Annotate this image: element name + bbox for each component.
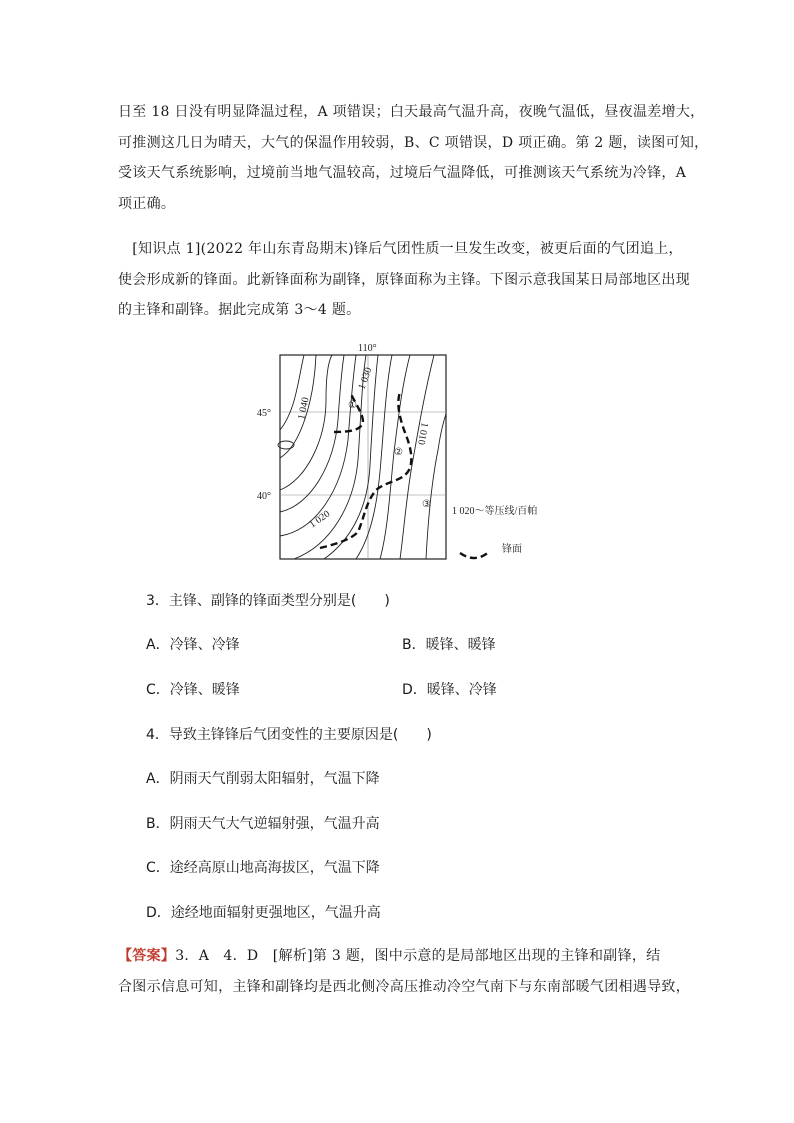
isobar-line <box>400 355 434 559</box>
legend-isobar: 1 020～等压线/百帕 <box>452 506 538 517</box>
secondary-front <box>320 392 411 548</box>
question-3-option-c: C．冷锋、暖锋 <box>146 682 240 698</box>
text-line: 受该天气系统影响，过境前当地气温较高，过境后气温降低，可推测该天气系统为冷锋，A <box>118 165 687 181</box>
text-line: 项正确。 <box>118 195 176 212</box>
text-line: 的主锋和副锋。据此完成第 3～4 题。 <box>118 302 361 318</box>
marker-2: ② <box>394 447 403 458</box>
isobar-map-figure <box>257 340 606 560</box>
legend-front-swatch <box>460 551 490 558</box>
marker-1: ① <box>348 400 357 411</box>
question-3-option-d: D．暖锋、冷锋 <box>402 682 497 698</box>
legend-front: 锋面 <box>502 544 522 555</box>
latitude-label-40: 40° <box>257 491 271 502</box>
question-3-stem: 3．主锋、副锋的锋面类型分别是( ) <box>146 593 390 609</box>
isobar-label-1030: 1 030 <box>356 366 375 392</box>
isobar-label-1010: 1 010 <box>415 421 430 446</box>
isobar-line <box>426 414 446 559</box>
isobar-line <box>280 355 332 490</box>
answer-line: 合图示信息可知，主锋和副锋均是西北侧冷高压推动冷空气南下与东南部暖气团相遇导致， <box>118 978 690 995</box>
question-4-option-d: D．途经地面辐射更强地区，气温升高 <box>146 905 381 921</box>
answer-paragraph <box>118 941 690 1002</box>
question-4-stem: 4．导致主锋锋后气团变性的主要原因是( ) <box>146 727 432 743</box>
marker-3: ③ <box>422 499 431 510</box>
answer-text: 3．A 4．D [解析]第 3 题，图中示意的是局部地区出现的主锋和副锋，结 <box>175 948 661 964</box>
text-line: 使会形成新的锋面。此新锋面称为副锋，原锋面称为主锋。下图示意我国某日局部地区出现 <box>118 271 690 288</box>
question-3-option-b: B．暖锋、暖锋 <box>402 637 496 653</box>
knowledge-paragraph <box>118 234 690 326</box>
text-line: [知识点 1](2022 年山东青岛期末)锋后气团性质一旦发生改变，被更后面的气团追上， <box>118 241 683 257</box>
question-3-option-a: A．冷锋、冷锋 <box>146 637 240 653</box>
intro-paragraph <box>118 97 709 219</box>
answer-line <box>118 941 684 972</box>
question-4-option-a: A．阴雨天气削弱太阳辐射，气温下降 <box>146 771 380 787</box>
longitude-label: 110° <box>358 343 377 354</box>
isobar-label-1020: 1 020 <box>307 508 333 531</box>
text-line: 日至 18 日没有明显降温过程，A 项错误；白天最高气温升高，夜晚气温低，昼夜温差增大， <box>118 104 705 120</box>
fronts <box>320 392 411 548</box>
answer-tag: 【答案】 <box>118 948 176 964</box>
latitude-label-45: 45° <box>257 408 271 419</box>
isobar-label-1040: 1 040 <box>296 396 312 421</box>
question-4-option-c: C．途经高原山地高海拔区，气温下降 <box>146 860 380 876</box>
text-line: 可推测这几日为晴天，大气的保温作用较弱，B、C 项错误，D 项正确。第 2 题，读图可知， <box>118 134 709 151</box>
question-4-option-b: B．阴雨天气大气逆辐射强，气温升高 <box>146 816 380 832</box>
